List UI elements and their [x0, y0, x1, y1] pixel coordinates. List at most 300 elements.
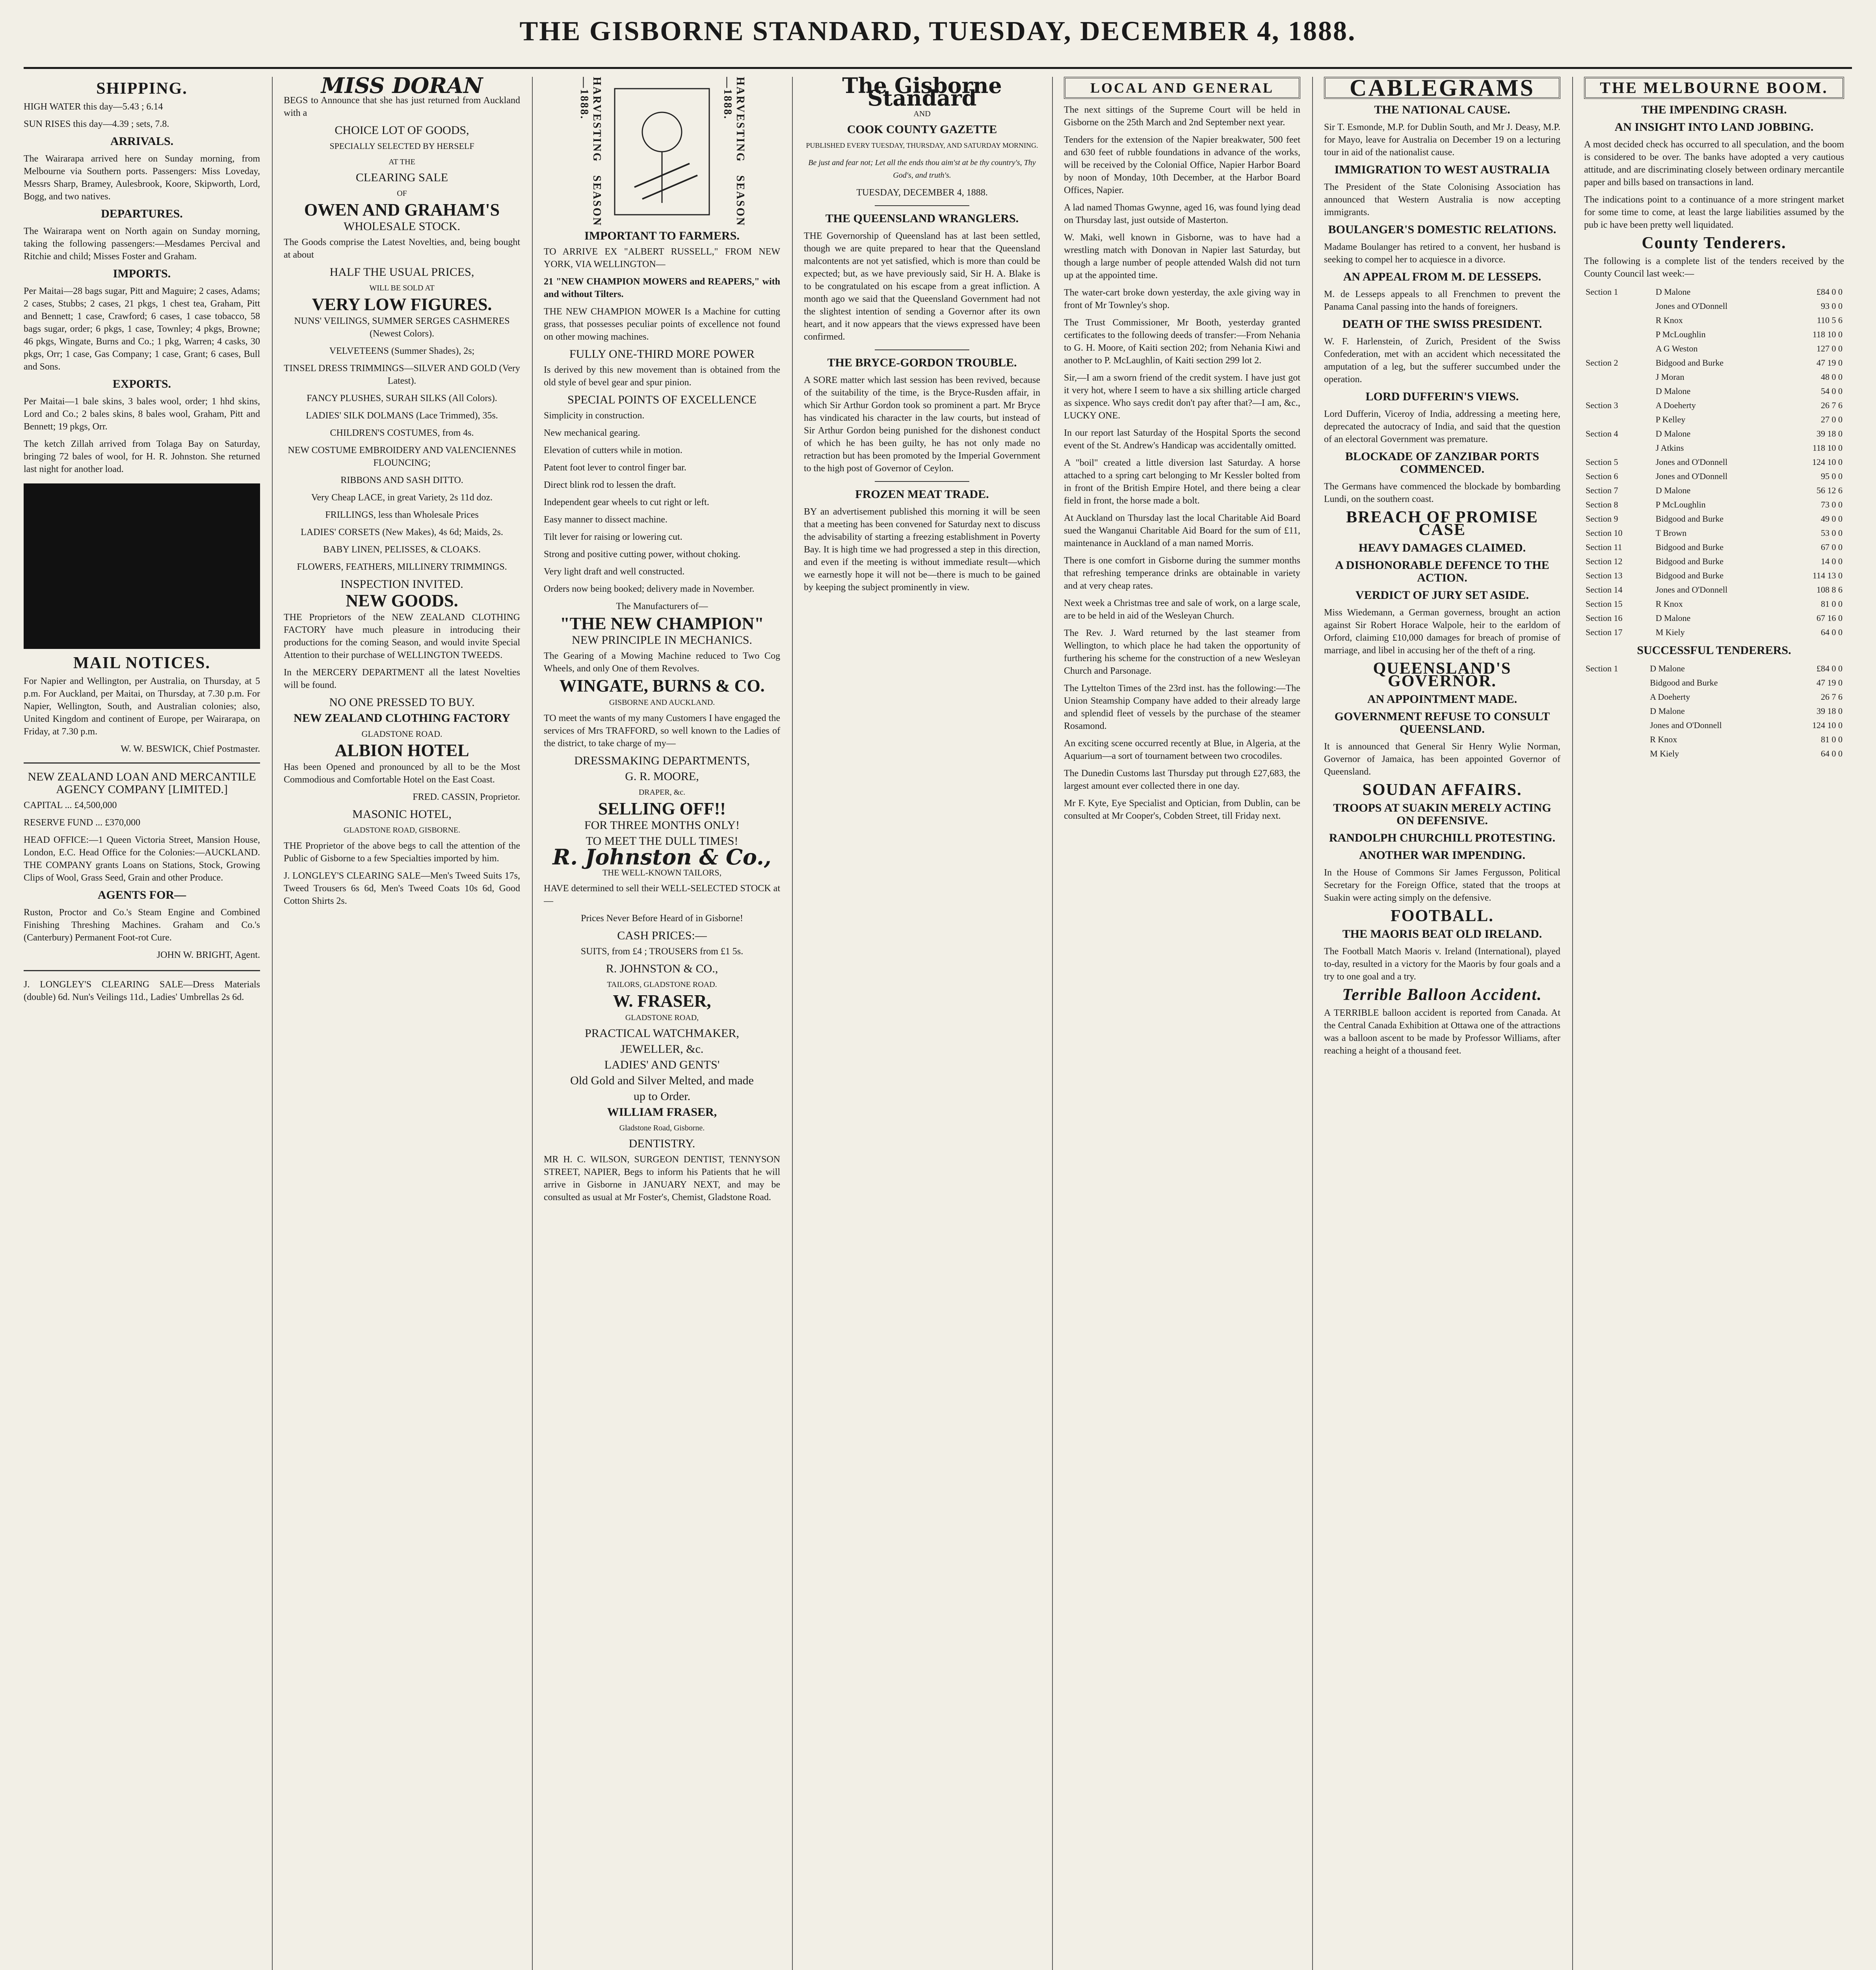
nzloan-title: NEW ZEALAND LOAN AND MERCANTILE AGENCY COMPANY [LIMITED.]: [28, 770, 256, 796]
item: NEW COSTUME EMBROIDERY AND VALENCIENNES FLOUNCING;: [288, 445, 516, 468]
cable-text: W. F. Harlenstein, of Zurich, President of the Swiss Confederation, met with an accident which necessitated the amputation of a leg, but the sufferer succumbed under the operation.: [1324, 336, 1560, 385]
tender-name: Bidgood and Burke: [1655, 542, 1724, 552]
tender-row: [1584, 554, 1844, 569]
tender-row: [1584, 370, 1844, 384]
tender-name: R Knox: [1655, 315, 1683, 325]
football-title: FOOTBALL.: [1391, 907, 1494, 925]
tender-section: Section 14: [1586, 585, 1623, 595]
tender-name: M Kiely: [1650, 749, 1679, 758]
nzloan-capital: CAPITAL ... £4,500,000: [24, 800, 117, 810]
tender-section: [1584, 342, 1654, 356]
item: LADIES' CORSETS (New Makes), 4s 6d; Maids, 2s.: [301, 527, 503, 537]
cable-text: The Germans have commenced the blockade by bombarding Lundi, on the southern coast.: [1324, 481, 1560, 504]
tender-row: [1584, 747, 1844, 761]
divider: [875, 205, 969, 206]
item: NUNS' VEILINGS, SUMMER SERGES CASHMERES (Newest Colors).: [294, 316, 510, 339]
tender-amount: 73 0 0: [1821, 500, 1843, 509]
tender-amount: 93 0 0: [1821, 301, 1843, 311]
column-separator: [272, 77, 273, 1970]
local-item: W. Maki, well known in Gisborne, was to have had a wrestling match with Donovan in Napier last Saturday, but though a large number of people attended Walsh did not turn up at the appointed time.: [1064, 232, 1300, 281]
tender-amount: 48 0 0: [1821, 372, 1843, 382]
masonic-road: GLADSTONE ROAD, GISBORNE.: [343, 826, 461, 834]
tender-name: D Malone: [1655, 287, 1691, 297]
albion-text: Has been Opened and pronounced by all to be the Most Commodious and Comfortable Hotel on the East Coast.: [284, 762, 520, 785]
point: New mechanical gearing.: [544, 428, 640, 438]
tender-section: [1584, 384, 1654, 398]
tender-amount: 124 10 0: [1812, 457, 1843, 467]
tender-row: [1584, 384, 1844, 398]
tender-row: [1584, 540, 1844, 554]
moore-title: DRAPER, &c.: [638, 788, 686, 797]
tender-row: [1584, 441, 1844, 455]
damaged-region: [24, 483, 260, 649]
melbourne-sub2: AN INSIGHT INTO LAND JOBBING.: [1614, 121, 1814, 134]
suits: SUITS, from £4 ; TROUSERS from £1 5s.: [580, 946, 744, 957]
tender-row: [1584, 413, 1844, 427]
tender-row: [1584, 455, 1844, 469]
tenders-intro: The following is a complete list of the tenders received by the County Council last week:—: [1584, 256, 1844, 279]
accepted-table: [1584, 662, 1844, 761]
tender-amount: 67 16 0: [1817, 613, 1843, 623]
item: VELVETEENS (Summer Shades), 2s;: [329, 346, 475, 356]
arrivals-text: The Wairarapa arrived here on Sunday morning, from Melbourne via Southern ports. Passengers: Miss Loveday, Messrs Sharp, Bramey, Aulesbrook, Koore, Skipworth, Lord, Bogg, and two natives.: [24, 154, 260, 202]
cable-head: BLOCKADE OF ZANZIBAR PORTS COMMENCED.: [1345, 450, 1539, 476]
harvest-left: HARVESTING SEASON—1888.: [578, 77, 603, 227]
agents-text: Ruston, Proctor and Co.'s Steam Engine and Combined Finishing Threshing Machines. Graham and Co.'s (Canterbury) Permanent Foot-rot Cure.: [24, 907, 260, 943]
longley-ad-2: J. LONGLEY'S CLEARING SALE—Men's Tweed Suits 17s, Tweed Trousers 6s 6d, Men's Tweed Coats 10s 6d, Good Cotton Shirts 2s.: [284, 871, 520, 906]
fraser-addr: Gladstone Road, Gisborne.: [619, 1124, 705, 1132]
item: FANCY PLUSHES, SURAH SILKS (All Colors).: [307, 393, 497, 403]
longley-ad: J. LONGLEY'S CLEARING SALE—Dress Materials (double) 6d. Nun's Veilings 11d., Ladies' Umbrellas 2s 6d.: [24, 979, 260, 1002]
tender-section: [1584, 299, 1654, 313]
local-item: The Dunedin Customs last Thursday put through £27,683, the largest amount ever collected there in one day.: [1064, 768, 1300, 791]
tender-amount: 54 0 0: [1821, 386, 1843, 396]
tender-amount: 95 0 0: [1821, 471, 1843, 481]
column-melbourne: [1584, 77, 1844, 1970]
column-shipping: [24, 77, 260, 1970]
masthead-rule: [24, 67, 1852, 69]
soudan-title: SOUDAN AFFAIRS.: [1362, 781, 1522, 799]
tender-section: Section 7: [1586, 485, 1618, 495]
tender-section: Section 4: [1586, 429, 1618, 439]
moore-dept: DRESSMAKING DEPARTMENTS,: [574, 754, 750, 767]
local-item: The next sittings of the Supreme Court will be held in Gisborne on the 25th March and 2nd September next year.: [1064, 105, 1300, 128]
local-item: The water-cart broke down yesterday, the axle giving way in front of Mr Townley's shop.: [1064, 288, 1300, 310]
imports-title: IMPORTS.: [113, 267, 171, 280]
cable-text: It is announced that General Sir Henry Wylie Norman, Governor of Jamaica, has been appointed Governor of Queensland.: [1324, 742, 1560, 777]
albion-sign: FRED. CASSIN, Proprietor.: [413, 792, 520, 802]
up-to-order: up to Order.: [633, 1090, 691, 1103]
arrivals-title: ARRIVALS.: [110, 135, 174, 148]
issue-date: TUESDAY, DECEMBER 4, 1888.: [856, 188, 988, 198]
tender-name: Bidgood and Burke: [1655, 514, 1724, 524]
selling-off: SELLING OFF!!: [598, 799, 726, 818]
qgov-title: QUEENSLAND'S GOVERNOR.: [1373, 660, 1512, 690]
champion-text: THE NEW CHAMPION MOWER Is a Machine for cutting grass, that possesses peculiar points of excellence not found on other mowing machines.: [544, 307, 780, 342]
tender-row: [1584, 342, 1844, 356]
tender-row: [1584, 583, 1844, 597]
cablegrams-title: CABLEGRAMS: [1324, 77, 1560, 99]
departures-text: The Wairarapa went on North again on Sunday morning, taking the following passengers:—Mesdames Percival and Ritchie and child; Misses Foster and Graham.: [24, 226, 260, 262]
point: Simplicity in construction.: [544, 411, 645, 421]
item: LADIES' SILK DOLMANS (Lace Trimmed), 35s.: [306, 411, 498, 421]
fraser-sign: WILLIAM FRASER,: [607, 1106, 717, 1119]
local-item: A lad named Thomas Gwynne, aged 16, was found lying dead on Thursday last, just outside of Masterton.: [1064, 203, 1300, 225]
local-item: The Rev. J. Ward returned by the last steamer from Wellington, to which place he had taken the opportunity of furthering his scheme for the construction of a new Wesleyan Church and Parsonage.: [1064, 628, 1300, 676]
tender-name: D Malone: [1655, 429, 1691, 439]
tender-amount: 56 12 6: [1817, 485, 1843, 495]
gents: LADIES' AND GENTS': [604, 1058, 720, 1071]
tender-section: [1584, 370, 1654, 384]
masthead: THE GISBORNE STANDARD, TUESDAY, DECEMBER 4, 1888.: [519, 16, 1356, 46]
item: FRILLINGS, less than Wholesale Prices: [325, 510, 479, 520]
tender-name: J Moran: [1655, 372, 1684, 382]
tender-section: Section 2: [1586, 358, 1618, 368]
item: Very Cheap LACE, in great Variety, 2s 11d doz.: [311, 492, 493, 503]
point: Direct blink rod to lessen the draft.: [544, 480, 676, 490]
tender-name: D Malone: [1655, 386, 1691, 396]
mercery-text: In the MERCERY DEPARTMENT all the latest Novelties will be found.: [284, 667, 520, 690]
local-item: In our report last Saturday of the Hospital Sports the second event of the St. Andrew's Handicap was accidentally omitted.: [1064, 428, 1300, 451]
cable-text: In the House of Commons Sir James Fergusson, Political Secretary for the Foreign Office, stated that the troops at Suakin were acting simply on the defensive.: [1324, 868, 1560, 903]
tender-name: A G Weston: [1655, 344, 1698, 353]
tender-name: Bidgood and Burke: [1655, 556, 1724, 566]
moore-sign: G. R. MOORE,: [625, 770, 699, 783]
no-one-pressed: NO ONE PRESSED TO BUY.: [329, 696, 475, 709]
tender-section: [1584, 718, 1648, 732]
wingate-loc: GISBORNE AND AUCKLAND.: [609, 698, 715, 707]
tender-name: J Atkins: [1655, 443, 1684, 453]
johnston-sign: R. JOHNSTON & CO.,: [606, 962, 718, 975]
frozen-text: BY an advertisement published this morning it will be seen that a meeting has been convened for Saturday next to discuss the advisability of starting a freezing establishment in Poverty Bay. It is high time we had progressed a step in this direction, and even if the meeting is without immediate result—which we earnestly hope it will not be—there is much to be gained by keeping the subject prominently in view.: [804, 507, 1040, 593]
tender-amount: 127 0 0: [1817, 344, 1843, 353]
tender-row: [1584, 704, 1844, 718]
tender-row: [1584, 356, 1844, 370]
column-editorial: [804, 77, 1040, 1970]
point: Elevation of cutters while in motion.: [544, 445, 682, 455]
tender-row: [1584, 611, 1844, 625]
johnston-title: R. Johnston & Co.,: [552, 844, 772, 870]
wranglers-title: THE QUEENSLAND WRANGLERS.: [825, 212, 1019, 225]
ketch-notice: The ketch Zillah arrived from Tolaga Bay on Saturday, bringing 72 bales of wool, for H. R. Johnston. She returned last night for another load.: [24, 439, 260, 474]
tender-row: [1584, 512, 1844, 526]
tender-amount: 118 10 0: [1812, 443, 1843, 453]
cable-head: LORD DUFFERIN'S VIEWS.: [1365, 390, 1519, 403]
cable-head: RANDOLPH CHURCHILL PROTESTING.: [1329, 831, 1556, 844]
tender-name: Jones and O'Donnell: [1655, 301, 1728, 311]
point: Easy manner to dissect machine.: [544, 515, 667, 525]
doran-intro: BEGS to Announce that she has just returned from Auckland with a: [284, 95, 520, 118]
tender-amount: 124 10 0: [1812, 720, 1843, 730]
goods-text: The Goods comprise the Latest Novelties, and, being bought at about: [284, 237, 520, 260]
tender-name: A Doeherty: [1650, 692, 1690, 702]
column-cablegrams: [1324, 77, 1560, 1970]
cable-head: AN APPOINTMENT MADE.: [1367, 693, 1517, 706]
cable-head: ANOTHER WAR IMPENDING.: [1359, 849, 1525, 862]
published: PUBLISHED EVERY TUESDAY, THURSDAY, AND SATURDAY MORNING.: [806, 141, 1038, 149]
cable-head: THE MAORIS BEAT OLD IRELAND.: [1342, 927, 1542, 940]
tender-amount: 118 10 0: [1812, 329, 1843, 339]
new-principle: NEW PRINCIPLE IN MECHANICS.: [572, 634, 752, 647]
tender-name: Bidgood and Burke: [1650, 678, 1718, 688]
tenders-table: [1584, 285, 1844, 639]
tender-section: [1584, 732, 1648, 747]
point: Strong and positive cutting power, without choking.: [544, 549, 740, 559]
item: CHILDREN'S COSTUMES, from 4s.: [330, 428, 474, 438]
new-goods: NEW GOODS.: [346, 591, 458, 610]
tender-name: A Doeherty: [1655, 400, 1696, 410]
tender-amount: 64 0 0: [1821, 749, 1843, 758]
exports-title: EXPORTS.: [112, 377, 171, 390]
nzloan-text: HEAD OFFICE:—1 Queen Victoria Street, Mansion House, London, E.C. Head Office for the Colonies:—AUCKLAND. THE COMPANY grants Loans on Stations, Stock, Growing Clips of Wool, Grass Seed, Grain and other Produce.: [24, 835, 260, 883]
tender-name: R Knox: [1655, 599, 1683, 609]
local-item: A "boil" created a little diversion last Saturday. A horse attached to a spring cart belonging to Mr Kessler bolted from in front of the British Empire Hotel, and there being a clear field in front, the horse made a bolt.: [1064, 458, 1300, 506]
nzloan-ad: [24, 762, 260, 971]
frozen-title: FROZEN MEAT TRADE.: [855, 488, 989, 501]
mail-title: MAIL NOTICES.: [73, 654, 211, 672]
tender-amount: 49 0 0: [1821, 514, 1843, 524]
tender-name: Jones and O'Donnell: [1655, 585, 1728, 595]
agents-signature: JOHN W. BRIGHT, Agent.: [156, 950, 260, 960]
mail-text: For Napier and Wellington, per Australia, on Thursday, at 5 p.m. For Auckland, per Maitai, on Thursday, at 7.30 p.m. For Napier, Wellington, South, and Australian colonies; also, United Kingdom and continent of Europe, per Wairarapa, on Friday, at 7.30 p.m.: [24, 676, 260, 737]
local-item: The Trust Commissioner, Mr Booth, yesterday granted certificates to the following deeds of transfer:—From Nehania to G. H. Moore, of Kaiti section 202; from Nehania Kiwi and another to P. McLaughlin, of Kaiti section 299 lot 2.: [1064, 318, 1300, 366]
tender-section: Section 3: [1586, 400, 1618, 410]
important-farmers: IMPORTANT TO FARMERS.: [584, 229, 740, 242]
tender-row: [1584, 299, 1844, 313]
paper-name: The Gisborne Standard: [842, 77, 1002, 111]
shipping-title: SHIPPING.: [96, 80, 188, 98]
local-title: LOCAL AND GENERAL: [1064, 77, 1300, 99]
at-the: AT THE: [389, 158, 415, 166]
cable-head: AN APPEAL FROM M. DE LESSEPS.: [1343, 270, 1541, 283]
tender-amount: 114 13 0: [1812, 571, 1843, 580]
stock: HAVE determined to sell their WELL-SELECTED STOCK at—: [544, 883, 780, 906]
divider: [875, 349, 969, 350]
column-separator: [792, 77, 793, 1970]
tender-amount: 26 7 6: [1821, 692, 1843, 702]
melbourne-title: THE MELBOURNE BOOM.: [1584, 77, 1844, 99]
tender-name: D Malone: [1655, 485, 1691, 495]
tender-name: M Kiely: [1655, 627, 1685, 637]
tender-row: [1584, 690, 1844, 704]
tender-row: [1584, 625, 1844, 639]
imports-text: Per Maitai—28 bags sugar, Pitt and Maguire; 2 cases, Adams; 2 cases, Stubbs; 2 cases, 21 pkgs, 1 chest tea, Graham, Pitt and Bennett; 1 case, Crawford; 6 cases, 1 case tobacco, 58 bags sugar, order; 6 pkgs, 1 case, Townley; 4 pkgs, Browne; 46 pkgs, Wingate, Burns and Co.; 1 pkg, Warren; 4 casks, 30 pkgs, Orr; 1 case, Gas Company; 1 case, Grant; 6 cases, Bull and Sons.: [24, 286, 260, 372]
local-item: The Lyttelton Times of the 23rd inst. has the following:—The Union Steamship Company have added to their already large and splendid fleet of vessels by the purchase of the steamer Rosamond.: [1064, 683, 1300, 731]
trouble-text: A SORE matter which last session has been revived, because of the suitability of the time, is the Bryce-Rusden affair, in which Sir Arthur Gordon took so prominent a part. Mr Bryce has vindicated his character in the law courts, but instead of Sir Arthur Gordon being punished for the dishonest conduct of which he has been guilty, he has not only made no retraction but has been promoted by the Imperial Government to the high post of Governor of Ceylon.: [804, 375, 1040, 474]
will-be-sold: WILL BE SOLD AT: [369, 284, 435, 292]
very-low-figures: VERY LOW FIGURES.: [312, 295, 492, 314]
agents-title: AGENTS FOR—: [97, 888, 186, 901]
choice-lot: CHOICE LOT OF GOODS,: [335, 124, 469, 137]
wingate-burns: WINGATE, BURNS & CO.: [559, 676, 765, 695]
tender-section: Section 16: [1586, 613, 1623, 623]
cash-prices: CASH PRICES:—: [617, 929, 707, 942]
prices: Prices Never Before Heard of in Gisborne!: [581, 913, 743, 924]
column-separator: [1312, 77, 1313, 1970]
manufacturers: The Manufacturers of—: [616, 601, 708, 611]
local-item: Tenders for the extension of the Napier breakwater, 500 feet and 630 feet of rubble foundations in advance of the works, will be received by the Colonial Office, Napier Harbor Board by noon of Monday, 10th December, at the Harbor Board Offices, Napier.: [1064, 135, 1300, 195]
column-harvesting: [544, 77, 780, 1970]
local-item: Sir,—I am a sworn friend of the credit system. I have just got it very hot, where I seem to have a six shilling article charged as sixpence. Who says credit don't pay after that?—I am, &c., LUCKY ONE.: [1064, 373, 1300, 421]
cable-head: DEATH OF THE SWISS PRESIDENT.: [1342, 318, 1542, 331]
local-item: There is one comfort in Gisborne during the summer months that refreshing temperance drinks are obtainable in variety and at very cheap rates.: [1064, 556, 1300, 591]
tender-amount: £84 0 0: [1817, 287, 1843, 297]
tender-row: [1584, 327, 1844, 342]
dentistry: DENTISTRY.: [628, 1137, 695, 1150]
tender-row: [1584, 427, 1844, 441]
departures-title: DEPARTURES.: [101, 207, 183, 220]
local-item: At Auckland on Thursday last the local Charitable Aid Board sued the Wanganui Charitable Aid Board for the sum of £11, maintenance in Auckland of a man named Morris.: [1064, 513, 1300, 548]
mail-signature: W. W. BESWICK, Chief Postmaster.: [121, 744, 260, 754]
tailors: THE WELL-KNOWN TAILORS,: [602, 868, 722, 877]
tender-amount: 108 8 6: [1817, 585, 1843, 595]
tender-name: P McLoughlin: [1655, 329, 1706, 339]
tender-section: [1584, 413, 1654, 427]
tender-row: [1584, 597, 1844, 611]
fully-power: FULLY ONE-THIRD MORE POWER: [569, 348, 755, 361]
cable-text: The President of the State Colonising Association has announced that Western Australia is now accepting immigrants.: [1324, 182, 1560, 217]
fraser-title: W. FRASER,: [613, 991, 711, 1011]
cable-text: The Football Match Maoris v. Ireland (International), played to-day, resulted in a victory for the Maoris by four goals and a try to one goal and a try.: [1324, 946, 1560, 982]
fully-text: Is derived by this new movement than is obtained from the old style of bevel gear and spur pinion.: [544, 365, 780, 388]
tender-amount: 110 5 6: [1817, 315, 1843, 325]
wholesale-stock: WHOLESALE STOCK.: [343, 220, 461, 233]
three-months: FOR THREE MONTHS ONLY!: [584, 819, 740, 832]
jeweller: JEWELLER, &c.: [620, 1043, 704, 1056]
mowers: 21 "NEW CHAMPION MOWERS and REAPERS," with and without Tilters.: [544, 277, 780, 299]
tender-amount: 26 7 6: [1821, 400, 1843, 410]
reaper-illustration: [611, 85, 713, 219]
balloon-title: Terrible Balloon Accident.: [1342, 986, 1542, 1004]
tender-section: Section 11: [1586, 542, 1622, 552]
tender-amount: 81 0 0: [1821, 599, 1843, 609]
nzcf-title: NEW ZEALAND CLOTHING FACTORY: [294, 712, 510, 725]
motto: Be just and fear not; Let all the ends thou aim'st at be thy country's, Thy God's, and truth's.: [808, 158, 1036, 180]
tender-section: [1584, 313, 1654, 327]
albion-hotel: ALBION HOTEL: [335, 741, 469, 760]
tender-section: Section 10: [1586, 528, 1623, 538]
accepted-title: SUCCESSFUL TENDERERS.: [1637, 644, 1791, 657]
cable-head: VERDICT OF JURY SET ASIDE.: [1355, 589, 1529, 602]
tender-row: [1584, 469, 1844, 483]
tender-row: [1584, 313, 1844, 327]
tender-row: [1584, 483, 1844, 498]
tender-section: Section 12: [1586, 556, 1623, 566]
cable-head: GOVERNMENT REFUSE TO CONSULT QUEENSLAND.: [1334, 710, 1550, 736]
nzcf-road: GLADSTONE ROAD.: [361, 729, 443, 739]
column-advertisements: [284, 77, 520, 1970]
tender-amount: 53 0 0: [1821, 528, 1843, 538]
tender-amount: 47 19 0: [1817, 678, 1843, 688]
tender-section: Section 5: [1586, 457, 1618, 467]
item: RIBBONS AND SASH DITTO.: [340, 475, 463, 485]
local-item: Next week a Christmas tree and sale of work, on a large scale, are to be held in aid of the Wesleyan Church.: [1064, 598, 1300, 621]
tender-section: Section 8: [1586, 500, 1618, 509]
fraser-road: GLADSTONE ROAD,: [625, 1013, 699, 1022]
cable-text: Miss Wiedemann, a German governess, brought an action against Sir Robert Horace Walpole, heir to the earldom of Orford, claiming £10,000 damages for breach of promise of marriage, and libel in accusing her of the theft of a ring.: [1324, 608, 1560, 656]
item: TINSEL DRESS TRIMMINGS—SILVER AND GOLD (Very Latest).: [284, 363, 520, 386]
nzloan-reserve: RESERVE FUND ... £370,000: [24, 818, 141, 828]
tenders-title: County Tenderers.: [1642, 234, 1787, 252]
tender-name: Bidgood and Burke: [1655, 358, 1724, 368]
cable-head: TROOPS AT SUAKIN MERELY ACTING ON DEFENSIVE.: [1333, 801, 1551, 827]
special-points: SPECIAL POINTS OF EXCELLENCE: [567, 393, 757, 406]
tender-row: [1584, 662, 1844, 676]
tender-name: R Knox: [1650, 734, 1677, 744]
tender-row: [1584, 718, 1844, 732]
melbourne-text: A most decided check has occurred to all speculation, and the boom is considered to be over. The banks have adopted a very cautious attitude, and are discriminating closely between ordinary mercantile paper and bills based on transactions in land.: [1584, 139, 1844, 188]
tender-name: D Malone: [1650, 663, 1685, 673]
cable-text: Sir T. Esmonde, M.P. for Dublin South, and Mr J. Deasy, M.P. for Mayo, leave for Australia on December 19 on a lecturing tour in aid of the nationalist cause.: [1324, 122, 1560, 158]
harvest-right: HARVESTING SEASON—1888.: [721, 77, 746, 227]
tender-amount: 39 18 0: [1817, 429, 1843, 439]
tender-section: Section 6: [1586, 471, 1618, 481]
tender-amount: £84 0 0: [1817, 663, 1843, 673]
column-separator: [1052, 77, 1053, 1970]
tender-amount: 64 0 0: [1821, 627, 1843, 637]
masonic-hotel: MASONIC HOTEL,: [352, 808, 452, 821]
trouble-title: THE BRYCE-GORDON TROUBLE.: [827, 356, 1017, 369]
melbourne-sub: THE IMPENDING CRASH.: [1641, 103, 1787, 116]
tender-row: [1584, 569, 1844, 583]
tender-section: Section 9: [1586, 514, 1618, 524]
tide-line: HIGH WATER this day—5.43 ; 6.14: [24, 102, 163, 112]
paper-and: AND: [913, 110, 931, 118]
meet-dull: TO MEET THE DULL TIMES!: [586, 834, 738, 847]
new-champion: "THE NEW CHAMPION": [560, 614, 764, 633]
of-line: OF: [397, 189, 407, 198]
orders: Orders now being booked; delivery made in November.: [544, 584, 755, 594]
divider: [875, 481, 969, 482]
cable-head: BOULANGER'S DOMESTIC RELATIONS.: [1328, 223, 1556, 236]
tender-section: Section 15: [1586, 599, 1623, 609]
tender-row: [1584, 398, 1844, 413]
clearing-sale: CLEARING SALE: [355, 171, 448, 184]
tender-name: T Brown: [1655, 528, 1687, 538]
wilson-text: MR H. C. WILSON, SURGEON DENTIST, TENNYSON STREET, NAPIER, Begs to inform his Patients that he will arrive in Gisborne in JANUARY NEXT, and may be consulted as usual at Mr Foster's, Chemist, Gladstone Road.: [544, 1154, 780, 1202]
wranglers-text: THE Governorship of Queensland has at last been settled, though we are quite prepared to hear that the Queensland malcontents are not yet satisfied, which is more than could be expected; but, as we have previously said, Sir H. A. Blake is to be congratulated on his escape from a great infliction. A month ago we said that the Queensland Government had not the slightest intention of sending a Governor after its own heart, and it now appears that the views expressed have been confirmed.: [804, 231, 1040, 342]
column-separator: [532, 77, 533, 1970]
point: Patent foot lever to control finger bar.: [544, 463, 686, 473]
half-prices: HALF THE USUAL PRICES,: [329, 266, 474, 279]
exports-text: Per Maitai—1 bale skins, 3 bales wool, order; 1 hhd skins, Lord and Co.; 2 bales skins, 8 bales wool, Graham, Pitt and Bennett; 19 pkgs, Orr.: [24, 396, 260, 432]
tender-name: P McLoughlin: [1655, 500, 1706, 509]
clothing-text: THE Proprietors of the NEW ZEALAND CLOTHING FACTORY have much pleasure in introducing their productions for the coming Season, and would invite Special Attention to their purchase of WELLINGTON TWEEDS.: [284, 612, 520, 660]
tender-amount: 39 18 0: [1817, 706, 1843, 716]
tender-row: [1584, 498, 1844, 512]
selected-line: SPECIALLY SELECTED BY HERSELF: [329, 141, 474, 151]
tender-name: P Kelley: [1655, 414, 1686, 424]
local-item: An exciting scene occurred recently at Blue, in Algeria, at the Aquarium—a sort of tournament between two crocodiles.: [1064, 738, 1300, 761]
tender-section: Section 1: [1586, 663, 1618, 673]
johnston-sub: TAILORS, GLADSTONE ROAD.: [607, 980, 717, 989]
local-item: Mr F. Kyte, Eye Specialist and Optician, from Dublin, can be consulted at Mr Cooper's, Cobden Street, till Friday next.: [1064, 798, 1300, 821]
tender-name: D Malone: [1655, 613, 1691, 623]
miss-doran-title: MISS DORAN: [321, 77, 483, 98]
breach-title: BREACH OF PROMISE CASE: [1346, 508, 1538, 539]
item: BABY LINEN, PELISSES, & CLOAKS.: [323, 545, 481, 555]
tender-section: [1584, 747, 1648, 761]
tender-row: [1584, 526, 1844, 540]
tender-amount: 47 19 0: [1817, 358, 1843, 368]
melbourne-text: The indications point to a continuance of a more stringent market for some time to come, at least the large liabilities assumed by the pub ic have been pretty well liquidated.: [1584, 195, 1844, 230]
tender-section: Section 17: [1586, 627, 1623, 637]
old-gold: Old Gold and Silver Melted, and made: [570, 1074, 754, 1087]
tender-amount: 67 0 0: [1821, 542, 1843, 552]
inspection-invited: INSPECTION INVITED.: [340, 578, 463, 591]
cable-text: A TERRIBLE balloon accident is reported from Canada. At the Central Canada Exhibition at Ottawa one of the attractions was a balloon ascent to be made by Professor Williams, after reaching a height of a thousand feet.: [1324, 1008, 1560, 1056]
tender-section: Section 13: [1586, 571, 1623, 580]
